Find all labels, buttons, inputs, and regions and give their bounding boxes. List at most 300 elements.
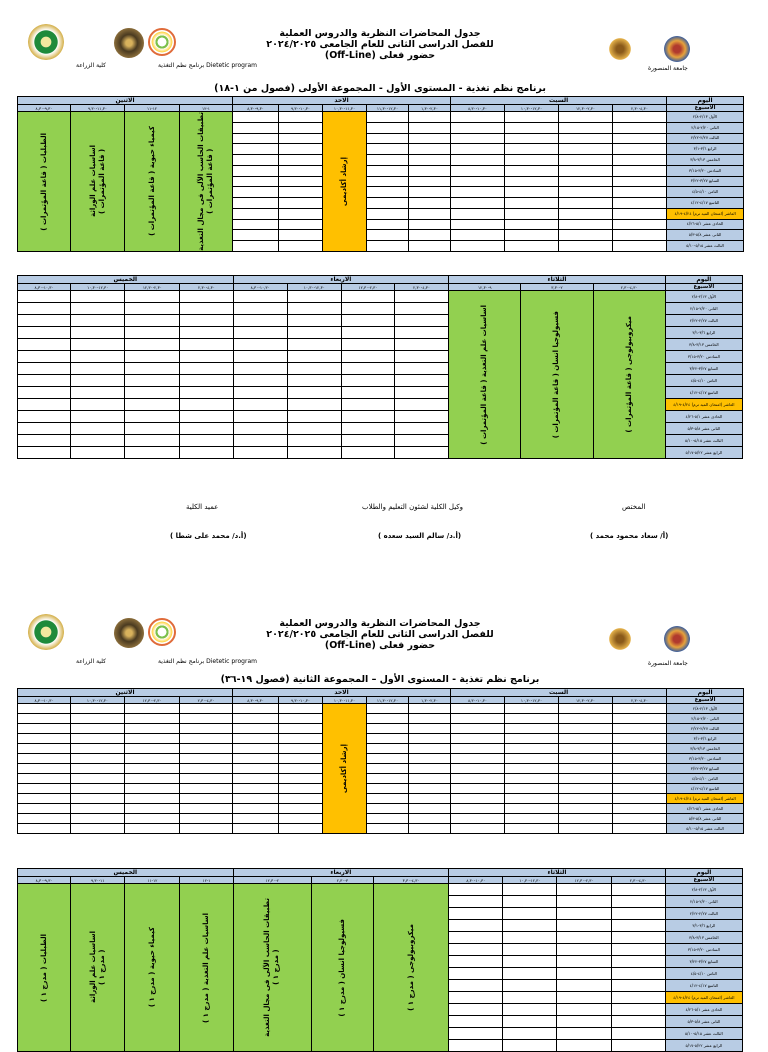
schedule-cell — [503, 956, 557, 968]
week-label: السابع ٣/٢٧-٣/٢٢ — [667, 176, 744, 187]
title-line-3: حضور فعلى (Off-Line) — [324, 50, 436, 61]
schedule-cell — [180, 724, 233, 734]
schedule-cell — [451, 187, 505, 198]
academic-advising-label: إرشاد أكاديمى — [340, 156, 349, 206]
time-slot-header: ١٠,٣٠-٨,٣٠ — [18, 284, 71, 291]
schedule-cell — [233, 714, 279, 724]
schedule-cell — [279, 165, 323, 176]
schedule-cell — [279, 219, 323, 230]
week-label: الرابع عشر ٥/٢٢-٥/١٧ — [665, 447, 742, 459]
schedule-cell — [449, 1040, 503, 1052]
week-label: الثالث عشر ٥/١٥-٥/١٠ — [665, 1028, 742, 1040]
week-label: الثانى ٢/٢٠-٢/١٥ — [667, 714, 744, 724]
week-label: السادس ٣/٢٠-٣/١٥ — [665, 944, 742, 956]
schedule-cell — [395, 411, 449, 423]
schedule-cell — [125, 339, 180, 351]
schedule-cell — [505, 187, 559, 198]
schedule-cell — [557, 920, 611, 932]
day-column-header: اليوم — [667, 97, 744, 105]
time-slot-header: ١٢,٣٠-١٠,٣٠ — [505, 105, 559, 112]
day-column-header: اليوم — [665, 869, 742, 877]
schedule-cell — [367, 774, 409, 784]
schedule-cell — [233, 303, 287, 315]
schedule-cell — [395, 363, 449, 375]
faculty-label: كلية الزراعة — [76, 62, 106, 69]
schedule-cell — [279, 764, 323, 774]
university-seal-logo — [114, 618, 144, 648]
faculty-logo — [28, 614, 64, 650]
schedule-cell — [451, 144, 505, 155]
schedule-cell — [505, 724, 559, 734]
schedule-cell — [233, 794, 279, 804]
schedule-cell — [449, 920, 503, 932]
schedule-cell — [71, 714, 125, 724]
schedule-cell — [287, 387, 341, 399]
schedule-cell — [451, 784, 505, 794]
mansoura-university-logo — [664, 626, 690, 652]
schedule-cell — [233, 399, 287, 411]
university-seal-logo — [114, 28, 144, 58]
schedule-cell — [233, 133, 279, 144]
schedule-cell — [505, 794, 559, 804]
schedule-cell — [367, 714, 409, 724]
week-column-header: الأسبوع — [665, 877, 742, 884]
schedule-cell — [18, 112, 71, 252]
schedule-cell — [505, 774, 559, 784]
schedule-cell — [503, 992, 557, 1004]
day-header-tue: الثلاثاء — [449, 276, 666, 284]
schedule-cell — [233, 351, 287, 363]
signature-name-specialist: (أ/ سعاد محمود محمد ) — [590, 532, 669, 540]
schedule-cell — [233, 387, 287, 399]
schedule-cell — [125, 734, 180, 744]
schedule-cell — [233, 198, 279, 209]
schedule-cell — [18, 784, 71, 794]
schedule-cell — [18, 435, 71, 447]
course-label: اساسيات علم الوراثة ( مدرج ١ ) — [88, 931, 106, 1004]
academic-advising-label: إرشاد أكاديمى — [340, 743, 349, 794]
schedule-cell — [279, 112, 323, 123]
schedule-cell — [367, 794, 409, 804]
schedule-cell — [557, 1016, 611, 1028]
schedule-cell — [505, 814, 559, 824]
day-header-tue: الثلاثاء — [449, 869, 666, 877]
schedule-cell — [279, 784, 323, 794]
week-label: الثانى ٢/٢٠-٢/١٥ — [665, 896, 742, 908]
schedule-cell — [180, 824, 233, 834]
schedule-cell — [367, 824, 409, 834]
schedule-cell — [367, 198, 409, 209]
schedule-cell — [287, 411, 341, 423]
schedule-cell — [125, 375, 180, 387]
schedule-cell — [449, 944, 503, 956]
schedule-cell — [613, 187, 667, 198]
course-label: اساسيات علم الوراثة ( قاعة المؤتمرات ) — [88, 145, 106, 218]
schedule-cell — [341, 447, 394, 459]
schedule-cell — [287, 447, 341, 459]
schedule-cell — [557, 1004, 611, 1016]
schedule-cell — [71, 734, 125, 744]
time-slot-header: ٩,٣٠-٨,٣٠ — [18, 105, 71, 112]
time-slot-header: ٤,٣٠-٢,٣٠ — [395, 284, 449, 291]
schedule-cell — [125, 804, 180, 814]
schedule-cell — [18, 764, 71, 774]
schedule-cell — [125, 363, 180, 375]
schedule-cell — [125, 303, 180, 315]
schedule-cell — [451, 219, 505, 230]
day-header-sat: السبت — [451, 97, 667, 105]
schedule-cell — [503, 932, 557, 944]
week-label: التاسع ٤/١٧-٤/١٢ — [665, 980, 742, 992]
schedule-cell — [71, 704, 125, 714]
week-label: الثالث ٢/٢٧-٢/٢٢ — [665, 315, 742, 327]
schedule-cell — [233, 219, 279, 230]
schedule-cell — [505, 198, 559, 209]
schedule-cell — [180, 734, 233, 744]
schedule-cell — [451, 704, 505, 714]
schedule-cell — [367, 241, 409, 252]
schedule-cell — [71, 387, 125, 399]
schedule-cell — [233, 144, 279, 155]
schedule-cell — [611, 956, 665, 968]
schedule-cell — [503, 968, 557, 980]
time-slot-header: ١٢,٣٠-١١,٣٠ — [367, 697, 409, 704]
schedule-cell — [71, 814, 125, 824]
week-label: العاشر (امتحان الميد ترم) ٤/٢٤-٤/١٩ — [665, 992, 742, 1004]
schedule-cell — [180, 339, 233, 351]
week-label: الثالث ٢/٢٧-٢/٢٢ — [667, 724, 744, 734]
time-slot-header: ١١,٣٠-٩,٣٠ — [71, 105, 125, 112]
schedule-cell — [611, 944, 665, 956]
schedule-cell — [125, 724, 180, 734]
schedule-cell — [409, 804, 451, 814]
schedule-cell — [71, 351, 125, 363]
schedule-cell — [287, 399, 341, 411]
schedule-cell — [557, 992, 611, 1004]
schedule-cell — [449, 980, 503, 992]
schedule-cell — [505, 704, 559, 714]
schedule-cell — [233, 704, 279, 714]
schedule-cell — [505, 784, 559, 794]
time-slot-header: ٤,٣٠-٣,٣٠ — [373, 877, 448, 884]
time-slot-header: ٤,٣٠-٢,٣٠ — [180, 284, 233, 291]
schedule-cell — [451, 112, 505, 123]
schedule-cell — [557, 956, 611, 968]
schedule-cell — [557, 884, 611, 896]
schedule-cell — [341, 315, 394, 327]
schedule-cell — [180, 784, 233, 794]
week-label: الخامس ٣/١٣-٣/٨ — [667, 744, 744, 754]
schedule-cell — [451, 764, 505, 774]
schedule-cell — [505, 734, 559, 744]
schedule-cell — [613, 764, 667, 774]
week-label: الحادى عشر ٥/١-٤/٢٦ — [665, 411, 742, 423]
week-label: الأول ٢/١٣-٢/٨ — [667, 112, 744, 123]
schedule-cell — [287, 291, 341, 303]
schedule-cell — [279, 704, 323, 714]
schedule-cell — [125, 824, 180, 834]
schedule-title — [250, 618, 510, 651]
schedule-cell — [180, 754, 233, 764]
course-label: فسيولوجيا انسان ( مدرج ١ ) — [337, 918, 346, 1017]
schedule-cell — [18, 744, 71, 754]
schedule-cell — [451, 804, 505, 814]
time-slot-header: ١٠,٣٠-٨,٣٠ — [451, 697, 505, 704]
schedule-cell — [279, 133, 323, 144]
week-label: الحادى عشر ٥/١-٤/٢٦ — [667, 804, 744, 814]
schedule-cell — [233, 784, 279, 794]
schedule-cell — [395, 375, 449, 387]
schedule-cell — [409, 187, 451, 198]
schedule-cell — [559, 824, 613, 834]
title-line-1: جدول المحاضرات النظرية والدروس العملية — [279, 28, 481, 39]
time-slot-header: ١٠,٣٠-٩,٣٠ — [279, 105, 323, 112]
schedule-cell — [233, 734, 279, 744]
day-header-sun: الاحد — [233, 97, 451, 105]
schedule-cell — [559, 724, 613, 734]
schedule-cell — [71, 804, 125, 814]
week-label: السادس ٣/٢٠-٣/١٥ — [667, 754, 744, 764]
schedule-cell — [409, 764, 451, 774]
schedule-cell — [287, 363, 341, 375]
week-label: التاسع ٤/١٧-٤/١٢ — [665, 387, 742, 399]
schedule-cell — [409, 208, 451, 219]
schedule-cell — [18, 884, 71, 1052]
schedule-cell — [367, 764, 409, 774]
schedule-cell — [503, 908, 557, 920]
schedule-cell — [449, 932, 503, 944]
schedule-cell — [395, 327, 449, 339]
faculty-logo — [28, 24, 64, 60]
schedule-cell — [279, 804, 323, 814]
schedule-cell — [613, 112, 667, 123]
schedule-cell — [180, 764, 233, 774]
schedule-cell — [451, 794, 505, 804]
schedule-cell — [287, 423, 341, 435]
schedule-cell — [409, 144, 451, 155]
schedule-cell — [125, 399, 180, 411]
schedule-cell — [18, 824, 71, 834]
week-label: الثانى ٢/٢٠-٢/١٥ — [665, 303, 742, 315]
schedule-cell — [180, 744, 233, 754]
schedule-cell — [451, 133, 505, 144]
schedule-cell — [559, 133, 613, 144]
schedule-cell — [505, 754, 559, 764]
week-label: الثامن ٤/١٠-٤/٥ — [665, 375, 742, 387]
schedule-cell — [611, 920, 665, 932]
schedule-cell — [505, 112, 559, 123]
schedule-page-group2 — [0, 590, 768, 1048]
schedule-cell — [125, 315, 180, 327]
schedule-cell — [233, 724, 279, 734]
schedule-cell — [125, 884, 180, 1052]
schedule-cell — [505, 804, 559, 814]
title-line-1: جدول المحاضرات النظرية والدروس العملية — [279, 618, 481, 629]
time-slot-header: ١٢,٣٠-١٠,٣٠ — [503, 877, 557, 884]
schedule-cell — [611, 908, 665, 920]
schedule-cell — [18, 814, 71, 824]
course-label: تطبيقات الحاسب الآلى فى مجال التغذية ( قاعة المؤتمرات ) — [197, 112, 214, 251]
schedule-cell — [125, 714, 180, 724]
schedule-cell — [505, 144, 559, 155]
schedule-cell — [341, 411, 394, 423]
schedule-cell — [367, 734, 409, 744]
schedule-cell — [180, 351, 233, 363]
schedule-cell — [233, 208, 279, 219]
schedule-cell — [180, 423, 233, 435]
schedule-cell — [367, 804, 409, 814]
week-label: العاشر (امتحان الميد ترم) ٤/٢٤-٤/١٩ — [667, 208, 744, 219]
schedule-cell — [409, 704, 451, 714]
schedule-cell — [233, 884, 311, 1052]
schedule-cell — [18, 315, 71, 327]
schedule-cell — [449, 896, 503, 908]
day-header-mon: الاثنين — [18, 689, 233, 697]
schedule-cell — [613, 241, 667, 252]
schedule-cell — [341, 423, 394, 435]
schedule-cell — [341, 291, 394, 303]
schedule-cell — [395, 315, 449, 327]
schedule-cell — [395, 291, 449, 303]
course-label: الطبليات ( قاعة المؤتمرات ) — [39, 132, 48, 231]
schedule-cell — [409, 241, 451, 252]
schedule-cell — [18, 411, 71, 423]
signature-role-specialist: المختص — [622, 503, 646, 511]
schedule-cell — [125, 423, 180, 435]
schedule-cell — [503, 980, 557, 992]
schedule-cell — [367, 144, 409, 155]
schedule-cell — [409, 112, 451, 123]
schedule-cell — [279, 724, 323, 734]
schedule-cell — [505, 824, 559, 834]
schedule-cell — [287, 435, 341, 447]
schedule-cell — [367, 155, 409, 166]
schedule-cell — [409, 724, 451, 734]
schedule-cell — [18, 291, 71, 303]
schedule-cell — [613, 794, 667, 804]
schedule-cell — [503, 1004, 557, 1016]
schedule-cell — [613, 208, 667, 219]
schedule-cell — [180, 327, 233, 339]
schedule-cell — [71, 291, 125, 303]
schedule-cell — [341, 375, 394, 387]
time-slot-header: ١٢,٣٠-١٠,٣٠ — [71, 284, 125, 291]
schedule-cell — [233, 435, 287, 447]
schedule-cell — [451, 165, 505, 176]
schedule-cell — [449, 1028, 503, 1040]
schedule-cell — [341, 363, 394, 375]
schedule-cell — [559, 764, 613, 774]
schedule-cell — [409, 165, 451, 176]
schedule-cell — [233, 230, 279, 241]
time-slot-header: ٢-٣,٣٠ — [521, 284, 593, 291]
schedule-cell — [180, 794, 233, 804]
signature-name-dean: (أ.د/ محمد على شطا ) — [170, 532, 247, 540]
week-label: الحادى عشر ٥/١-٤/٢٦ — [665, 1004, 742, 1016]
schedule-cell — [233, 764, 279, 774]
schedule-cell — [71, 724, 125, 734]
schedule-cell — [449, 968, 503, 980]
schedule-cell — [451, 198, 505, 209]
schedule-cell — [395, 423, 449, 435]
time-slot-header: ٤,٣٠-٢,٣٠ — [593, 284, 665, 291]
schedule-cell — [311, 884, 373, 1052]
schedule-cell — [395, 339, 449, 351]
schedule-cell — [613, 824, 667, 834]
time-slot-header: ٢,٣٠-١٢,٣٠ — [557, 877, 611, 884]
time-slot-header: ٢,٣٠-١٢,٣٠ — [125, 284, 180, 291]
time-slot-header: ٢,٣٠-١,٣٠ — [409, 697, 451, 704]
schedule-cell — [233, 804, 279, 814]
schedule-cell — [279, 241, 323, 252]
week-label: التاسع ٤/١٧-٤/١٢ — [667, 784, 744, 794]
time-slot-header: ٩,٣٠-٨,٣٠ — [233, 697, 279, 704]
week-column-header: الأسبوع — [665, 284, 742, 291]
schedule-cell — [613, 230, 667, 241]
schedule-cell — [279, 734, 323, 744]
schedule-cell — [367, 814, 409, 824]
schedule-cell — [409, 794, 451, 804]
schedule-cell — [367, 784, 409, 794]
schedule-cell — [233, 774, 279, 784]
schedule-cell — [505, 241, 559, 252]
schedule-cell — [279, 714, 323, 724]
schedule-cell — [613, 704, 667, 714]
time-slot-header: ١٠,٣٠-٨,٣٠ — [233, 284, 287, 291]
schedule-cell — [125, 387, 180, 399]
time-slot-header: ١٠,٣٠-٨,٣٠ — [18, 697, 71, 704]
week-label: الثالث عشر ٥/١٥-٥/١٠ — [667, 824, 744, 834]
schedule-cell — [559, 804, 613, 814]
day-column-header: اليوم — [667, 689, 744, 697]
schedule-cell — [279, 208, 323, 219]
schedule-cell — [451, 814, 505, 824]
week-label: العاشر (امتحان الميد ترم) ٤/٢٤-٤/١٩ — [665, 399, 742, 411]
schedule-cell — [451, 155, 505, 166]
schedule-cell — [557, 944, 611, 956]
time-slot-header: ١٢,٣٠-١٠,٣٠ — [505, 697, 559, 704]
schedule-cell — [71, 784, 125, 794]
schedule-cell — [233, 814, 279, 824]
schedule-cell — [505, 230, 559, 241]
schedule-cell — [409, 714, 451, 724]
time-slot-header: ١٢,٣٠-١٠,٣٠ — [287, 284, 341, 291]
faculty-label: كلية الزراعة — [76, 658, 106, 665]
schedule-cell — [367, 754, 409, 764]
schedule-cell — [611, 980, 665, 992]
schedule-cell — [559, 734, 613, 744]
schedule-cell — [279, 744, 323, 754]
time-slot-header: ٢-١٢,٣٠ — [233, 877, 311, 884]
schedule-cell — [395, 435, 449, 447]
schedule-cell — [279, 144, 323, 155]
schedule-cell — [559, 208, 613, 219]
schedule-cell — [611, 896, 665, 908]
schedule-cell — [451, 241, 505, 252]
schedule-cell — [559, 198, 613, 209]
schedule-cell — [279, 814, 323, 824]
time-slot-header: ١٠,٣٠-٨,٣٠ — [449, 877, 503, 884]
week-label: الأول ٢/١٣-٢/٨ — [667, 704, 744, 714]
schedule-cell — [559, 122, 613, 133]
schedule-cell — [71, 375, 125, 387]
schedule-cell — [451, 724, 505, 734]
schedule-table-bottom — [17, 275, 743, 459]
schedule-cell — [449, 992, 503, 1004]
day-header-sun: الاحد — [233, 689, 451, 697]
schedule-cell — [559, 155, 613, 166]
schedule-cell — [409, 784, 451, 794]
